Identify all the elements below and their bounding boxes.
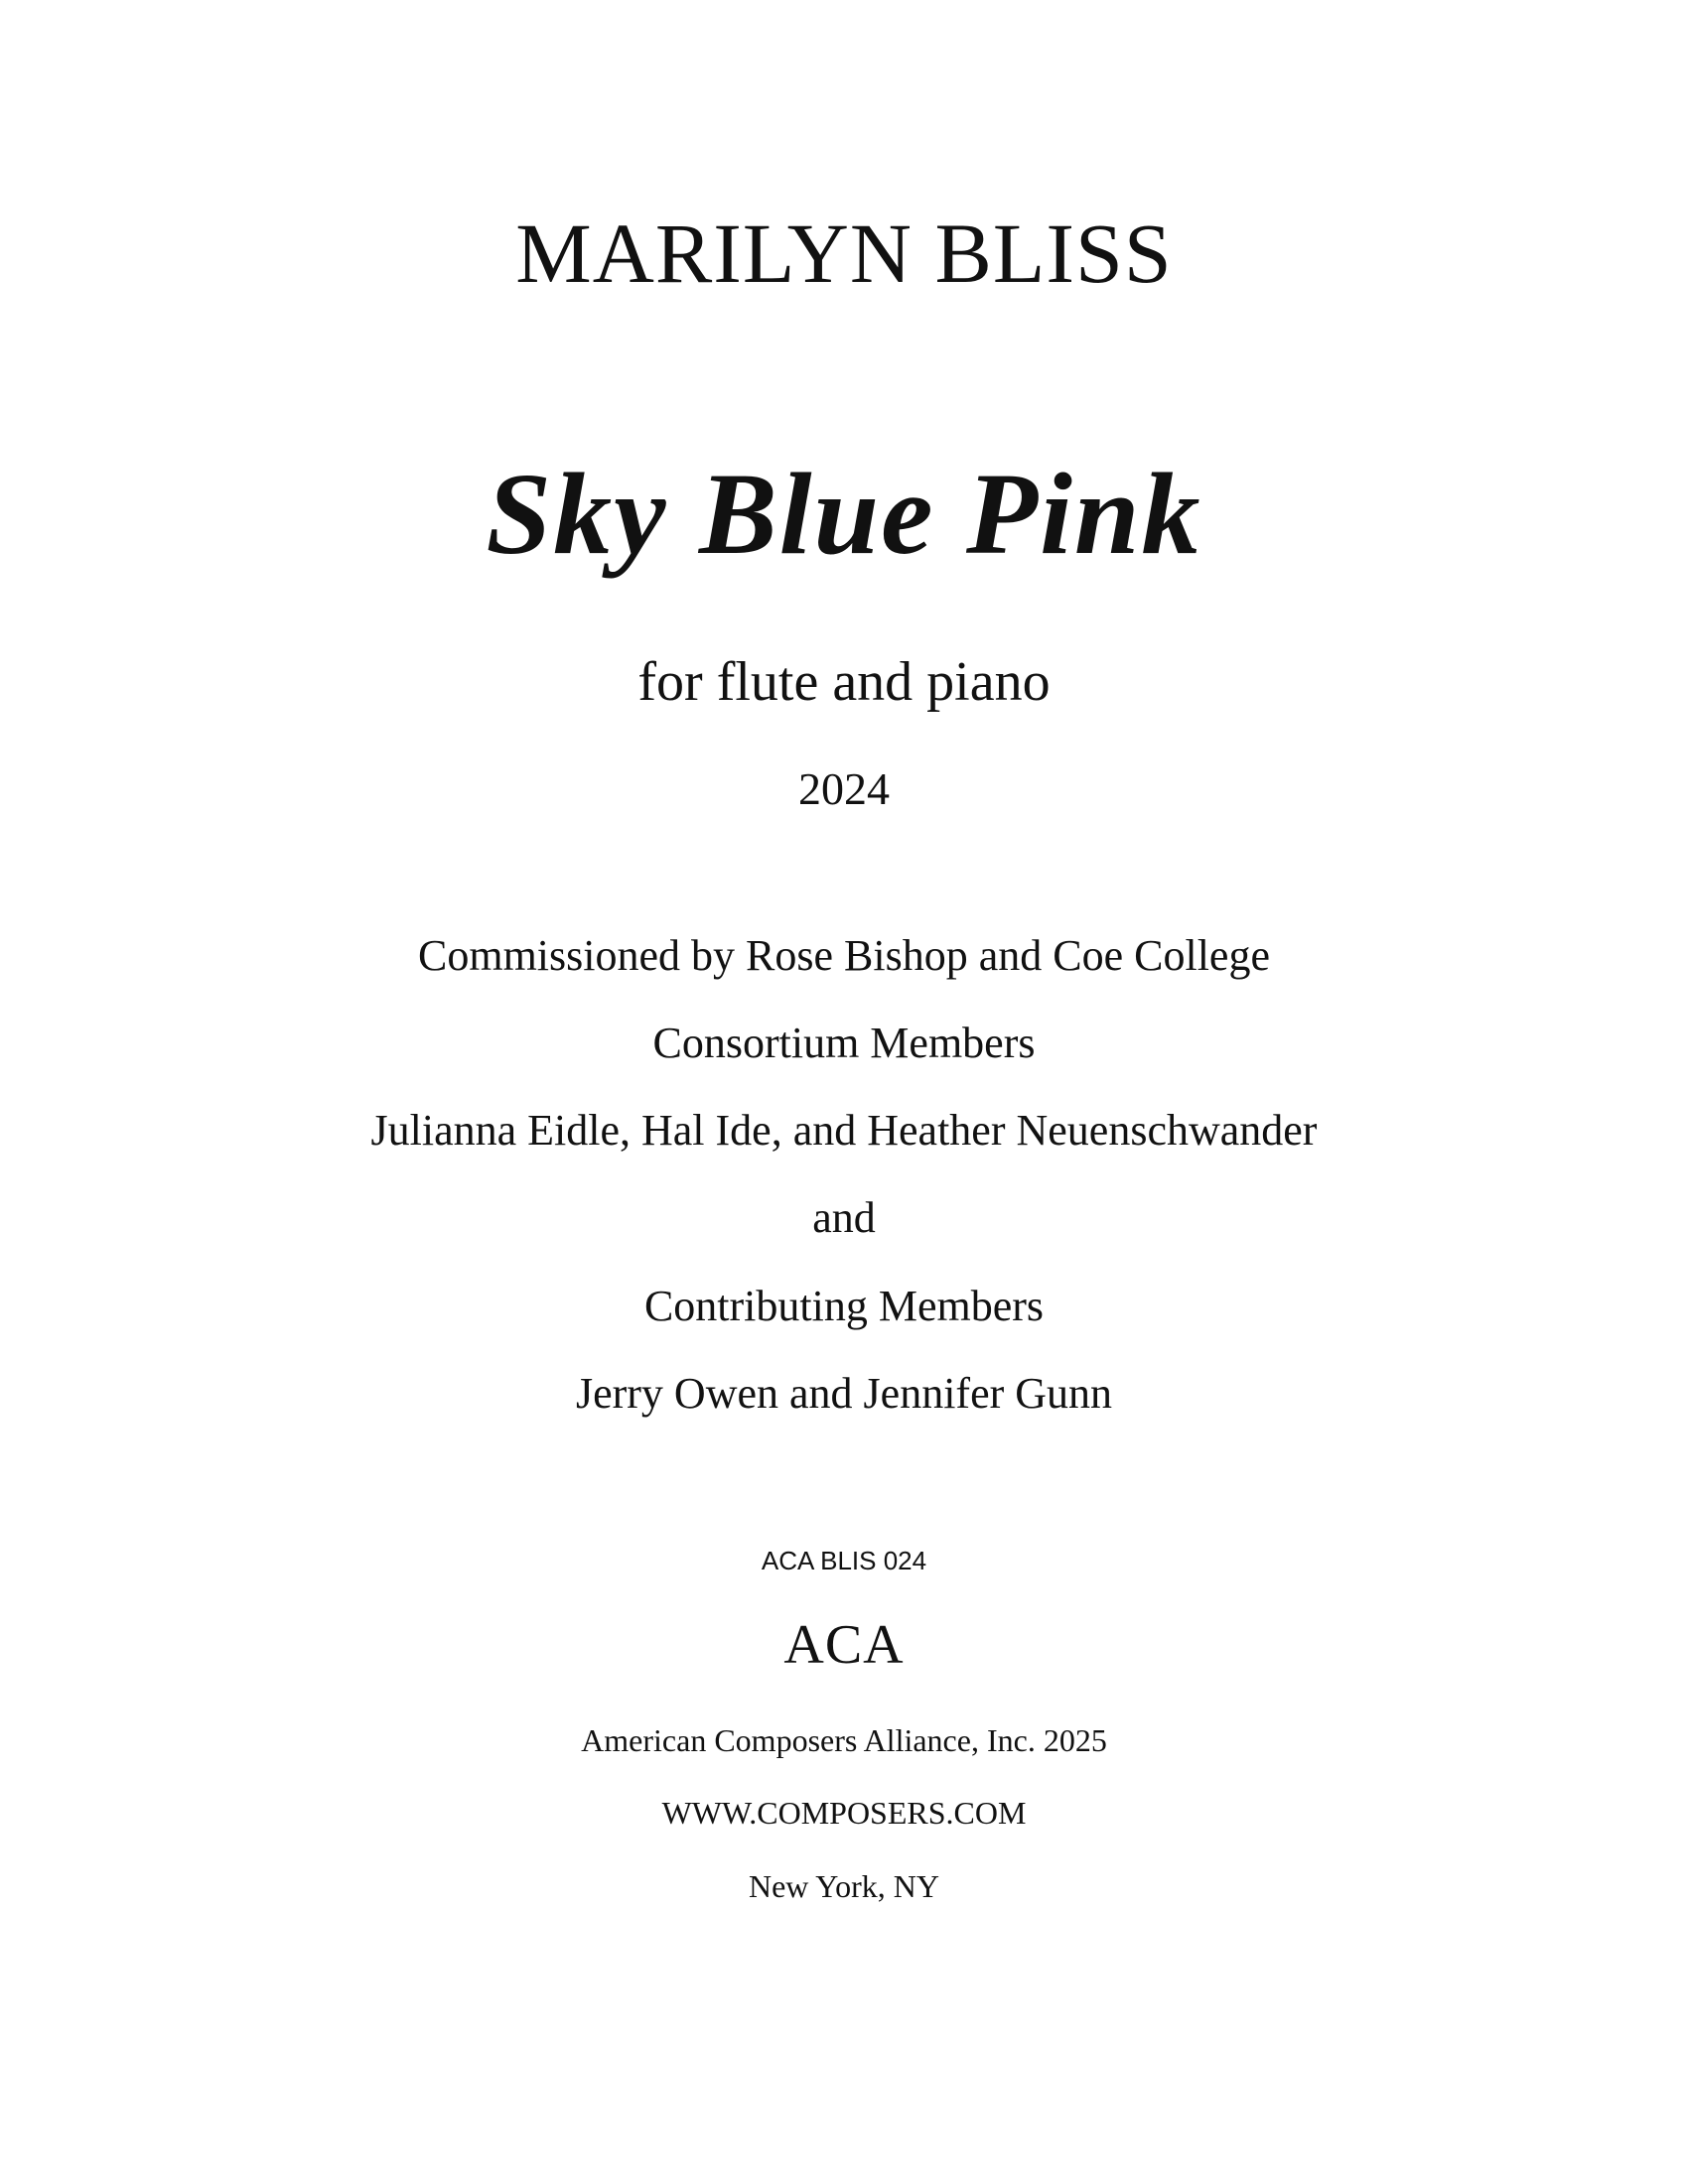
composer-name: MARILYN BLISS	[515, 205, 1173, 301]
credits-conjunction: and	[812, 1193, 876, 1242]
work-title: Sky Blue Pink	[486, 449, 1202, 579]
commission-line: Commissioned by Rose Bishop and Coe College	[418, 931, 1270, 980]
contributing-members: Jerry Owen and Jennifer Gunn	[575, 1369, 1113, 1418]
publisher-website: WWW.COMPOSERS.COM	[661, 1795, 1027, 1831]
publisher-logo: ACA	[783, 1614, 905, 1676]
publisher-location: New York, NY	[748, 1868, 939, 1904]
instrumentation: for flute and piano	[637, 651, 1051, 713]
composition-year: 2024	[798, 763, 890, 814]
consortium-heading: Consortium Members	[652, 1019, 1036, 1067]
catalog-number: ACA BLIS 024	[761, 1546, 927, 1575]
consortium-members: Julianna Eidle, Hal Ide, and Heather Neuenschwander	[370, 1106, 1318, 1155]
publisher-name: American Composers Alliance, Inc. 2025	[581, 1722, 1107, 1758]
contributing-heading: Contributing Members	[643, 1282, 1045, 1330]
